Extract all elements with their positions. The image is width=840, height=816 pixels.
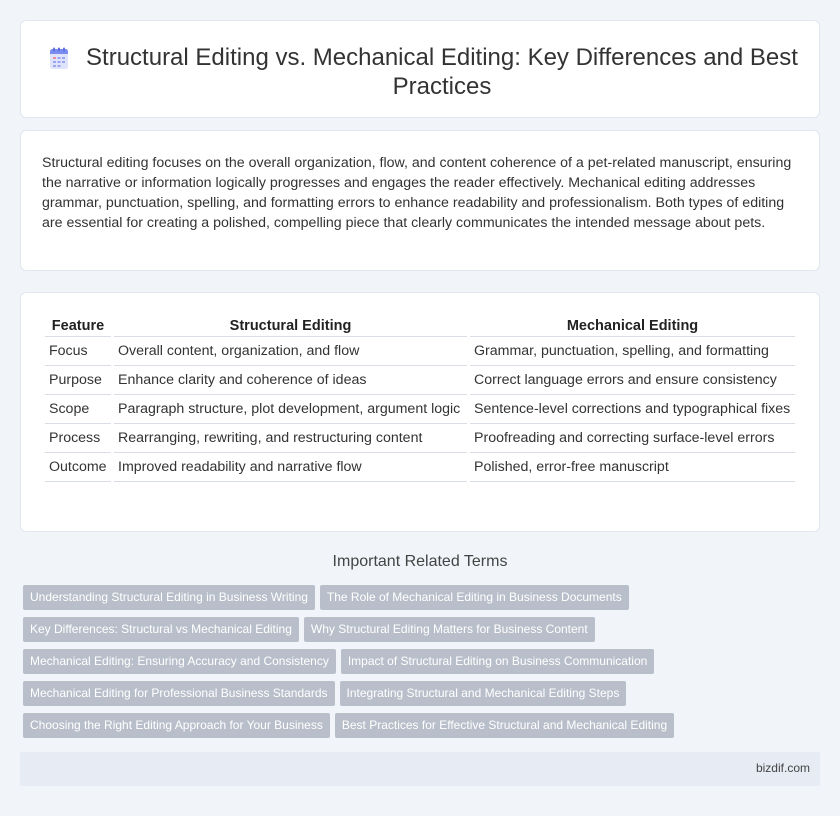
comparison-table (42, 315, 798, 482)
tag-row (23, 649, 813, 681)
header-mechanical: Mechanical Editing (470, 315, 795, 337)
header-structural: Structural Editing (114, 315, 467, 337)
structural-cell: Rearranging, rewriting, and restructuring content (114, 424, 467, 453)
table-row (45, 395, 795, 424)
structural-cell: Improved readability and narrative flow (114, 453, 467, 482)
intro-paragraph: Structural editing focuses on the overall organization, flow, and content coherence of a pet-related manuscript, ensuring the narrative or information logically progresses and engages the reader effectively. Mechanical editing addresses grammar, punctuation, spelling, and formatting errors to enhance readability and professionalism. Both types of editing are essential for creating a polished, compelling piece that clearly communicates the intended message about pets. (42, 155, 792, 231)
mechanical-cell: Correct language errors and ensure consistency (470, 366, 795, 395)
table-row (45, 366, 795, 395)
related-term-link[interactable]: Why Structural Editing Matters for Business Content (304, 617, 595, 642)
related-term-link[interactable]: Understanding Structural Editing in Business Writing (23, 585, 315, 610)
feature-cell: Process (45, 424, 111, 453)
related-term-link[interactable]: Integrating Structural and Mechanical Editing Steps (340, 681, 627, 706)
tag-row (23, 713, 813, 745)
mechanical-cell: Polished, error-free manuscript (470, 453, 795, 482)
related-term-link[interactable]: Best Practices for Effective Structural and Mechanical Editing (335, 713, 674, 738)
tag-row (23, 681, 813, 713)
table-row (45, 453, 795, 482)
footer (20, 752, 820, 786)
structural-cell: Paragraph structure, plot development, argument logic (114, 395, 467, 424)
page-title: Structural Editing vs. Mechanical Editing: Key Differences and Best Practices (86, 44, 798, 100)
feature-cell: Purpose (45, 366, 111, 395)
feature-cell: Scope (45, 395, 111, 424)
related-term-link[interactable]: Choosing the Right Editing Approach for Your Business (23, 713, 330, 738)
table-header-row (45, 315, 795, 337)
table-row (45, 424, 795, 453)
table-row (45, 337, 795, 366)
mechanical-cell: Grammar, punctuation, spelling, and formatting (470, 337, 795, 366)
related-term-link[interactable]: Key Differences: Structural vs Mechanical Editing (23, 617, 299, 642)
tag-row (23, 617, 813, 649)
related-term-link[interactable]: Impact of Structural Editing on Business Communication (341, 649, 654, 674)
structural-cell: Overall content, organization, and flow (114, 337, 467, 366)
intro-card (20, 130, 820, 271)
header-feature: Feature (45, 315, 111, 337)
related-terms-heading: Important Related Terms (332, 553, 508, 570)
mechanical-cell: Sentence-level corrections and typographical fixes (470, 395, 795, 424)
related-term-link[interactable]: Mechanical Editing for Professional Business Standards (23, 681, 335, 706)
related-term-link[interactable]: Mechanical Editing: Ensuring Accuracy and Consistency (23, 649, 336, 674)
structural-cell: Enhance clarity and coherence of ideas (114, 366, 467, 395)
footer-site-link[interactable]: bizdif.com (755, 761, 810, 775)
comparison-card (20, 292, 820, 532)
tag-row (23, 585, 813, 617)
feature-cell: Outcome (45, 453, 111, 482)
related-term-link[interactable]: The Role of Mechanical Editing in Business Documents (320, 585, 629, 610)
header-card (20, 20, 820, 118)
mechanical-cell: Proofreading and correcting surface-level errors (470, 424, 795, 453)
feature-cell: Focus (45, 337, 111, 366)
related-terms-list (23, 585, 813, 745)
